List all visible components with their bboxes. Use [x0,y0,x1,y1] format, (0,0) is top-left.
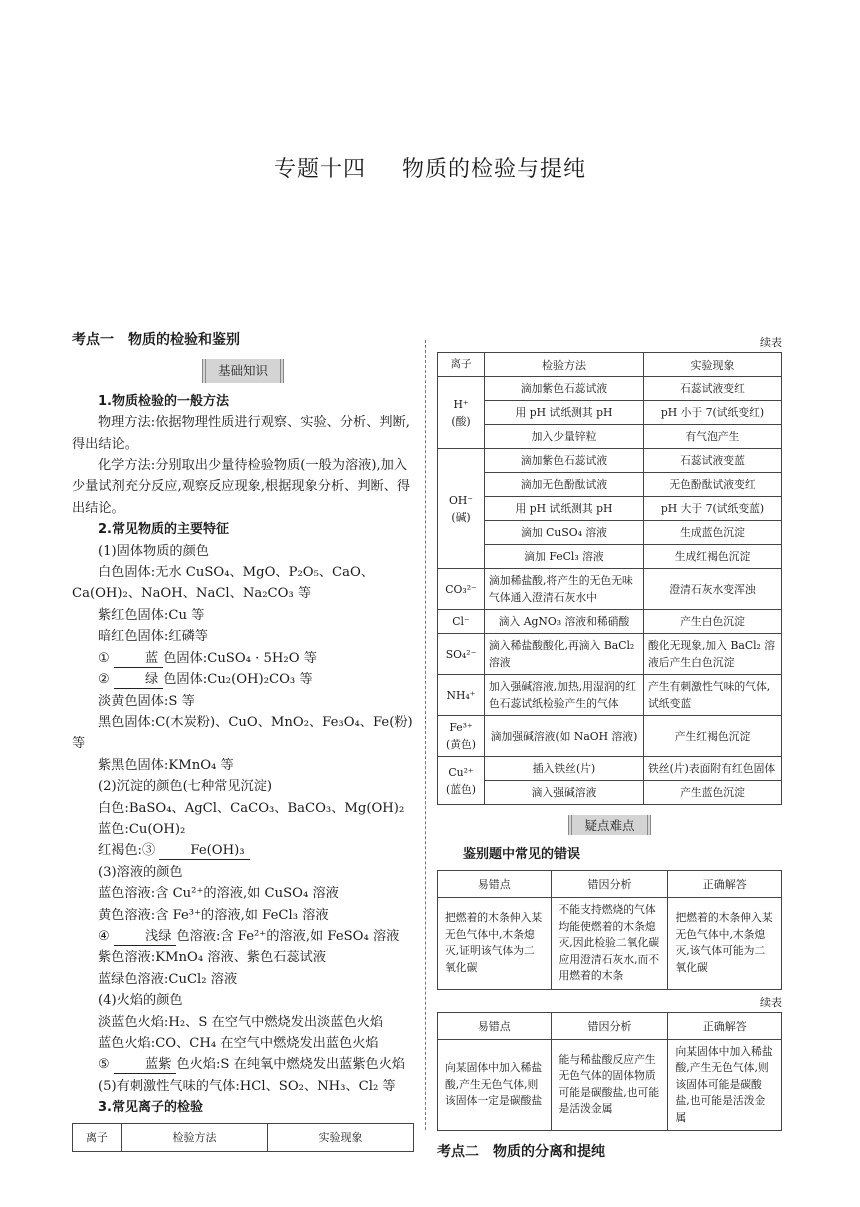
col-phenomenon: 实验现象 [268,1123,414,1151]
solid-color-title: (1)固体物质的颜色 [98,543,209,559]
table-row: 滴加无色酚酞试液 无色酚酞试液变红 [438,473,782,497]
table-row: Cu²⁺ (蓝色) 插入铁丝(片) 铁丝(片)表面附有红色固体 [438,757,782,781]
purple-solution: 紫色溶液:KMnO₄ 溶液、紫色石蕊试液 [98,950,327,966]
continued-label: 续表 [760,336,782,349]
col-method: 检验方法 [122,1123,268,1151]
page-title [0,152,860,183]
table-row: 把燃着的木条伸入某无色气体中,木条熄灭,证明该气体为二氧化碳 不能支持燃烧的气体均能使燃着的木条熄灭,因此检验二氧化碳应用澄清石灰水,而不用燃着的木条 把燃着的木条伸入某无色气体中,木条熄灭,该气体可能为二氧化碳 [438,898,782,990]
column-divider [425,340,426,1130]
light-blue-flame: 淡蓝色火焰:H₂、S 在空气中燃烧发出淡蓝色火焰 [98,1014,384,1030]
badge-basic-knowledge: 基础知识 [202,359,284,382]
continued-label-2: 续表 [760,995,782,1009]
blank-answer-4: 浅绿 [114,928,176,946]
white-precipitate: 白色:BaSO₄、AgCl、CaCO₃、BaCO₃、Mg(OH)₂ [98,800,405,816]
table-row: OH⁻ (碱) 滴加紫色石蕊试液 石蕊试液变蓝 [438,449,782,473]
precipitate-title: (2)沉淀的颜色(七种常见沉淀) [98,779,273,795]
light-green-solution: ④ 浅绿 色溶液:含 Fe²⁺的溶液,如 FeSO₄ 溶液 [98,928,400,944]
error-table-2: 易错点 错因分析 正确解答 向某固体中加入稀盐酸,产生无色气体,则该固体一定是碳酸盐 能与稀盐酸反应产生无色气体的固体物质可能是碳酸盐,也可能是活泼金属 向某固体中加入稀盐酸,产生无色气体,则该固体可能是碳酸盐,也可能是活泼金属 [437,1012,782,1132]
heading-features: 2.常见物质的主要特征 [98,522,229,538]
table-row: 滴入强碱溶液 产生蓝色沉淀 [438,781,782,805]
blue-solution: 蓝色溶液:含 Cu²⁺的溶液,如 CuSO₄ 溶液 [98,886,339,902]
table-row: Cl⁻ 滴入 AgNO₃ 溶液和稀硝酸 产生白色沉淀 [438,610,782,634]
badge-difficulty: 疑点难点 [568,815,650,835]
purple-red-solid: 紫红色固体:Cu 等 [98,607,205,623]
blank-answer-5: 蓝紫 [114,1056,176,1074]
blue-purple-flame: ⑤ 蓝紫 色火焰:S 在纯氧中燃烧发出蓝紫色火焰 [98,1057,406,1073]
flame-title: (4)火焰的颜色 [98,993,183,1009]
green-solid: ② 绿 色固体:Cu₂(OH)₂CO₃ 等 [98,672,313,688]
table-row: SO₄²⁻ 滴入稀盐酸酸化,再滴入 BaCl₂ 溶液 酸化无现象,加入 BaCl₂ 溶液后产生白色沉淀 [438,634,782,675]
table-row: Fe³⁺ (黄色) 滴加强碱溶液(如 NaOH 溶液) 产生红褐色沉淀 [438,716,782,757]
physical-method: 物理方法:依据物理性质进行观察、实验、分析、判断,得出结论。 [72,415,410,452]
ion-test-table: 离子 检验方法 实验现象 H⁺ (酸) 滴加紫色石蕊试液 石蕊试液变红 用 pH 试纸测其 pH pH 小于 7(试纸变红) 加入少量锌粒 有气泡产生 OH⁻ (碱) 滴加紫色石蕊试液 石蕊试液变蓝 滴加无色酚酞试液 无色酚酞试液变红 用 pH 试纸测其 pH pH 大于 7(试纸变蓝) 滴加 CuSO₄ 溶液 生成蓝色沉淀 滴加 FeCl₃ 溶液 生成红褐色沉淀 CO₃²⁻ 滴加稀盐酸,将产生的无色无味气体通入澄清石灰水中 澄清石灰水变浑浊 Cl⁻ 滴入 AgNO₃ 溶液和稀硝酸 产生白色沉淀 SO₄²⁻ 滴入稀盐酸酸化,再滴入 BaCl₂ 溶液 酸化无现象,加入 BaCl₂ 溶液后产生白色沉淀 NH₄⁺ 加入强碱溶液,加热,用湿润的红色石蕊试纸检验产生的气体 产生有刺激性气味的气体,试纸变蓝 Fe³⁺ (黄色) 滴加强碱溶液(如 NaOH 溶液) 产生红褐色沉淀 Cu²⁺ (蓝色) 插入铁丝(片) 铁丝(片)表面附有红色固体 滴入强碱溶液 产生蓝色沉淀 [437,352,782,805]
common-errors-title: 鉴别题中常见的错误 [463,847,581,862]
ion-table-header [72,1123,414,1152]
heading-ion-test: 3.常见离子的检验 [98,1100,203,1116]
heading-method: 1.物质检验的一般方法 [98,393,229,409]
blank-answer-3: Fe(OH)₃ [159,842,249,860]
blue-solid: ① 蓝 色固体:CuSO₄ · 5H₂O 等 [98,650,317,666]
title-part2: 物质的检验与提纯 [402,157,587,182]
blue-flame: 蓝色火焰:CO、CH₄ 在空气中燃烧发出蓝色火焰 [98,1036,379,1051]
table-row: H⁺ (酸) 滴加紫色石蕊试液 石蕊试液变红 [438,377,782,401]
chemical-method: 化学方法:分别取出少量待检验物质(一般为溶液),加入少量试剂充分反应,观察反应现象,根据现象分析、判断、得出结论。 [72,458,411,516]
table-row: 滴加 CuSO₄ 溶液 生成蓝色沉淀 [438,521,782,545]
blank-answer-2: 绿 [114,671,163,689]
title-part1: 专题十四 [273,157,366,182]
white-solid: 白色固体:无水 CuSO₄、MgO、P₂O₅、CaO、Ca(OH)₂、NaOH、NaCl、Na₂CO₃ 等 [72,565,375,602]
blue-green-solution: 蓝绿色溶液:CuCl₂ 溶液 [98,971,238,987]
table-row: 用 pH 试纸测其 pH pH 大于 7(试纸变蓝) [438,497,782,521]
section-heading-2: 考点二 物质的分离和提纯 [437,1144,605,1160]
dark-red-solid: 暗红色固体:红磷等 [98,629,208,645]
yellow-solution: 黄色溶液:含 Fe³⁺的溶液,如 FeCl₃ 溶液 [98,907,329,923]
error-table-1: 易错点 错因分析 正确解答 把燃着的木条伸入某无色气体中,木条熄灭,证明该气体为二氧化碳 不能支持燃烧的气体均能使燃着的木条熄灭,因此检验二氧化碳应用澄清石灰水,而不用燃着的木条 把燃着的木条伸入某无色气体中,木条熄灭,该气体可能为二氧化碳 [437,870,782,990]
solution-title: (3)溶液的颜色 [98,864,183,880]
right-column [437,330,782,1131]
blank-answer-1: 蓝 [114,650,163,668]
table-row: 向某固体中加入稀盐酸,产生无色气体,则该固体一定是碳酸盐 能与稀盐酸反应产生无色气体的固体物质可能是碳酸盐,也可能是活泼金属 向某固体中加入稀盐酸,产生无色气体,则该固体可能是碳酸盐,也可能是活泼金属 [438,1039,782,1131]
table-row: NH₄⁺ 加入强碱溶液,加热,用湿润的红色石蕊试纸检验产生的气体 产生有刺激性气味的气体,试纸变蓝 [438,675,782,716]
black-solid: 黑色固体:C(木炭粉)、CuO、MnO₂、Fe₃O₄、Fe(粉)等 [72,714,413,752]
section-heading-1: 考点一 物质的检验和鉴别 [72,332,240,348]
red-brown-precipitate: 红褐色:③ Fe(OH)₃ [72,840,414,861]
blue-precipitate: 蓝色:Cu(OH)₂ [98,821,186,837]
table-row: 滴加 FeCl₃ 溶液 生成红褐色沉淀 [438,545,782,569]
table-row: 加入少量锌粒 有气泡产生 [438,425,782,449]
table-row: CO₃²⁻ 滴加稀盐酸,将产生的无色无味气体通入澄清石灰水中 澄清石灰水变浑浊 [438,569,782,610]
purple-black-solid: 紫黑色固体:KMnO₄ 等 [98,757,234,773]
col-ion: 离子 [73,1123,122,1151]
left-column [72,330,414,1152]
table-row: 用 pH 试纸测其 pH pH 小于 7(试纸变红) [438,401,782,425]
yellow-solid: 淡黄色固体:S 等 [98,693,195,709]
irritating-gas: (5)有刺激性气味的气体:HCl、SO₂、NH₃、Cl₂ 等 [98,1078,396,1094]
